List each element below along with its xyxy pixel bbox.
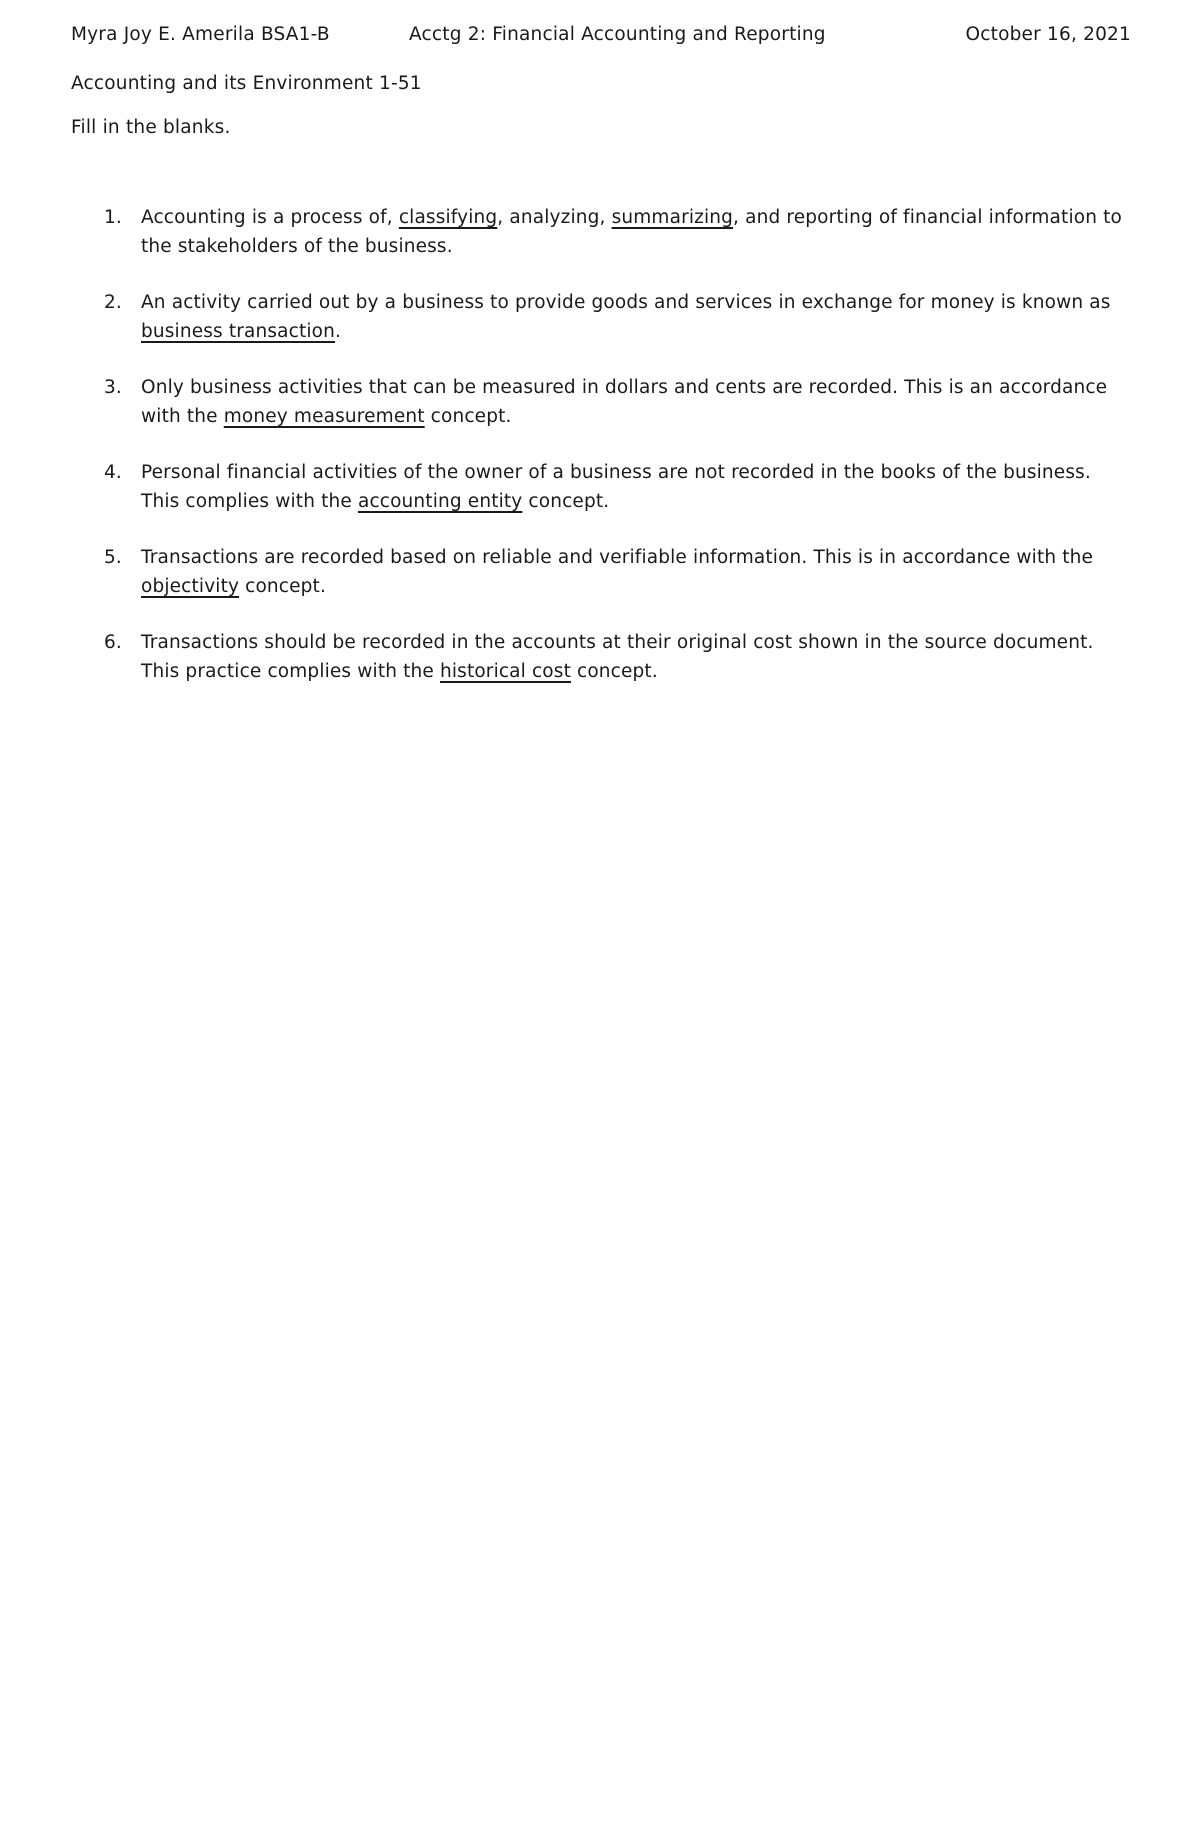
answer-blank: summarizing [611,207,734,228]
question-text [141,377,1107,427]
question-item [0,543,1131,601]
question-number: 3. [104,377,122,398]
question-text [141,547,1093,597]
answer-blank: historical cost [439,661,571,682]
question-text [141,462,1091,512]
author-line: Myra Joy E. Amerila BSA1-B [71,24,330,45]
question-text [141,292,1111,342]
question-number: 5. [104,547,122,568]
page-header [71,24,1131,52]
answer-blank: classifying [398,207,498,228]
question-number: 4. [104,462,122,483]
question-text-segment: An activity carried out by a business to provide goods and services in exchange for money is known as [141,292,1111,313]
question-text-segment: , and reporting of financial information to the stakeholders of the business. [141,207,1122,257]
course-title: Acctg 2: Financial Accounting and Reporting [409,24,826,45]
question-list [0,203,1200,713]
answer-blank: objectivity [141,576,240,597]
question-item [0,628,1131,686]
question-text-segment: Only business activities that can be measured in dollars and cents are recorded. This is an accordance with the [141,377,1108,427]
question-text-segment: concept. [570,661,658,682]
question-item [0,203,1131,261]
question-number: 2. [104,292,122,313]
question-number: 1. [104,207,122,228]
question-item [0,373,1131,431]
question-text [141,632,1094,682]
question-item [0,288,1131,346]
answer-blank: money measurement [223,406,425,427]
question-number: 6. [104,632,122,653]
question-text-segment: concept. [522,491,610,512]
answer-blank: business transaction [141,321,336,342]
question-text-segment: concept. [424,406,512,427]
question-text [141,207,1122,257]
question-text-segment: Personal financial activities of the owner of a business are not recorded in the books of the business. This complies with the [141,462,1091,512]
document-date: October 16, 2021 [965,24,1131,45]
question-text-segment: Transactions are recorded based on reliable and verifiable information. This is in accordance with the [141,547,1094,568]
question-item [0,458,1131,516]
question-text-segment: . [335,321,342,342]
answer-blank: accounting entity [357,491,523,512]
topic-title: Accounting and its Environment 1-51 [71,73,422,94]
question-text-segment: Transactions should be recorded in the accounts at their original cost shown in the source document. This practice complies with the [141,632,1094,682]
question-text-segment: Accounting is a process of, [141,207,399,228]
instruction-text: Fill in the blanks. [71,117,231,138]
question-text-segment: concept. [239,576,326,597]
question-text-segment: , analyzing, [497,207,612,228]
